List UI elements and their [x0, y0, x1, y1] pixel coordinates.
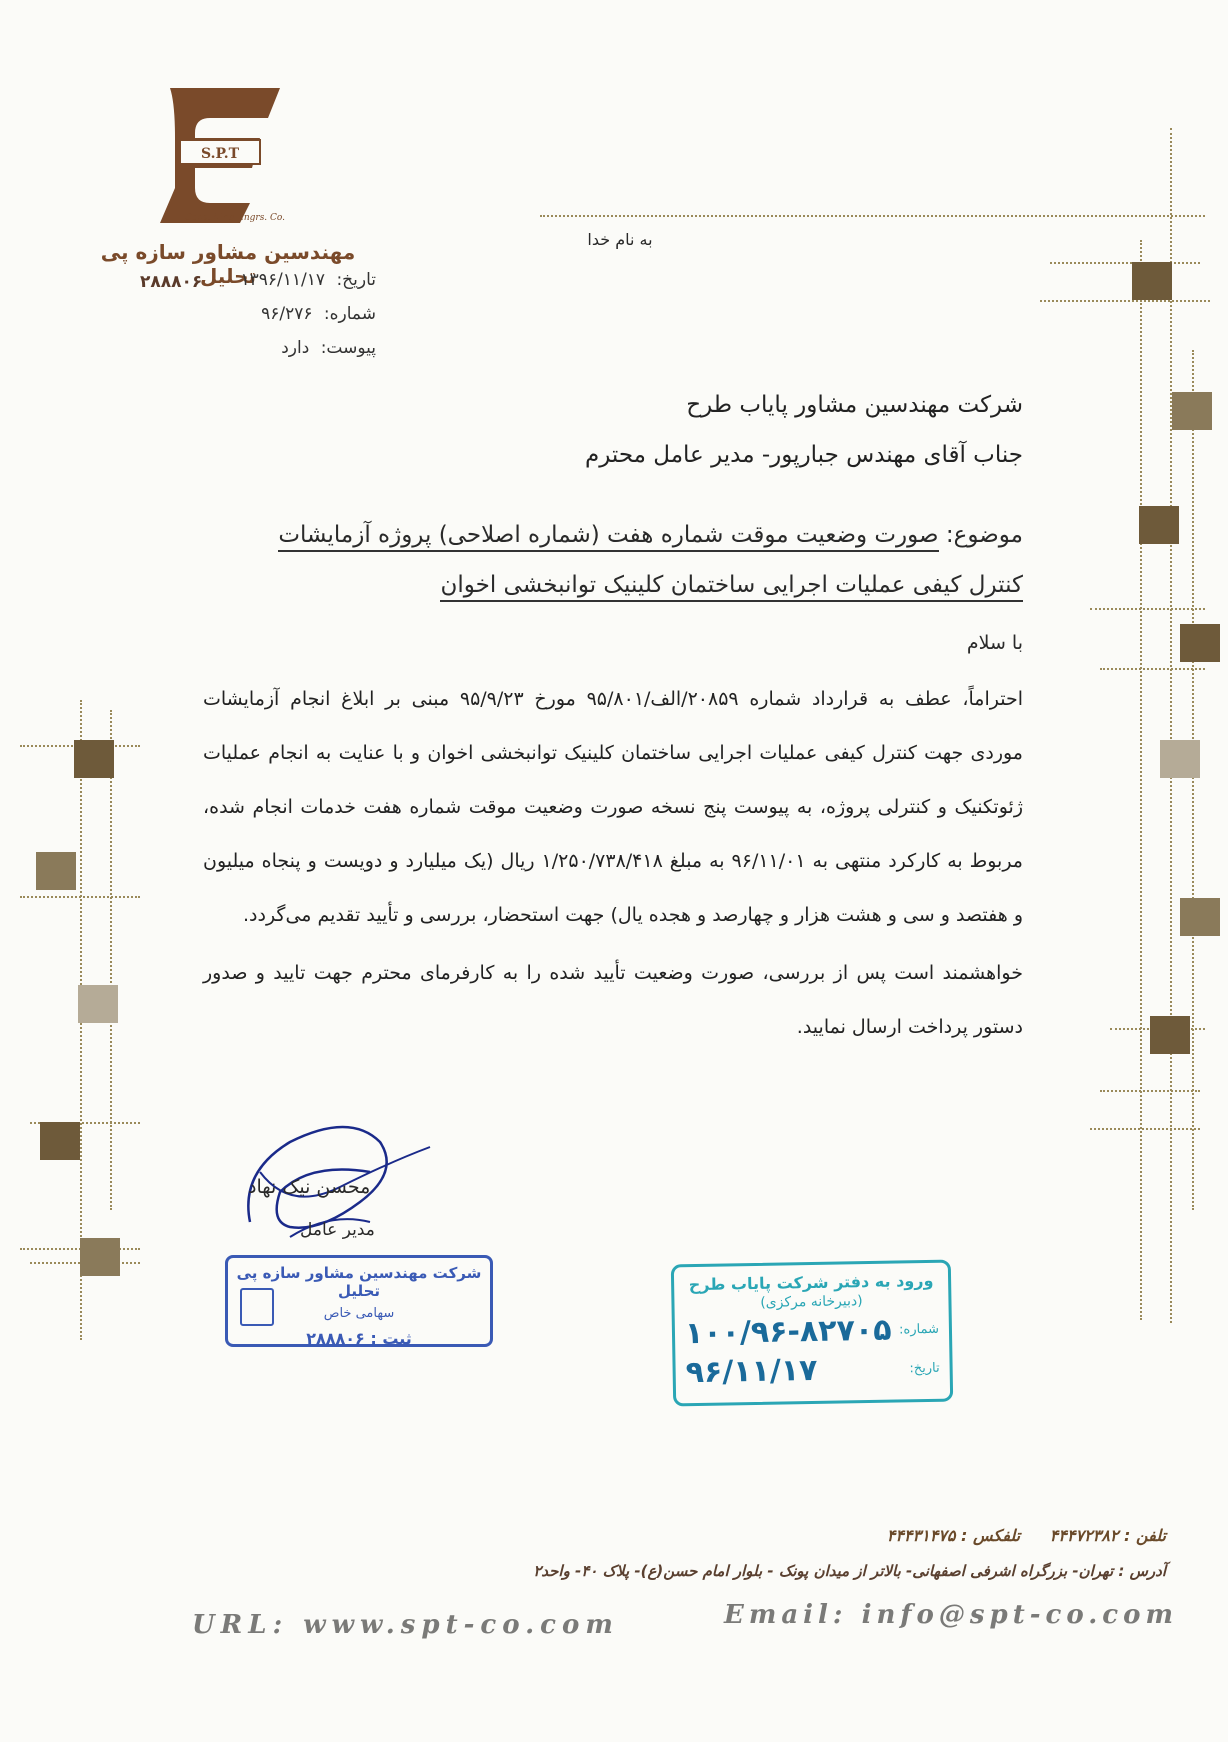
- footer-url: URL: www.spt-co.com: [192, 1610, 619, 1640]
- stamp-registration: ثبت : ۲۸۸۸۰۶: [306, 1329, 412, 1348]
- deco-line: [1100, 668, 1205, 670]
- stamp-company-name: شرکت مهندسین مشاور سازه پی تحلیل: [236, 1264, 482, 1300]
- subject-label: موضوع:: [945, 522, 1023, 548]
- receipt-date-value: ۹۶/۱۱/۱۷: [685, 1352, 818, 1391]
- deco-line: [1100, 1090, 1200, 1092]
- attachment-value: دارد: [281, 338, 310, 358]
- deco-square: [1132, 262, 1172, 300]
- deco-square: [36, 852, 76, 890]
- deco-square: [1180, 624, 1220, 662]
- attachment-label: پیوست:: [320, 338, 376, 358]
- receipt-number-label: شماره:: [898, 1321, 940, 1338]
- deco-line: [1050, 262, 1200, 264]
- subject-text-1: صورت وضعیت موقت شماره هفت (شماره اصلاحی) پروژه آزمایشات: [278, 522, 938, 552]
- footer-contact: [887, 1526, 1166, 1545]
- subject: [223, 510, 1023, 610]
- receipt-date-row: [685, 1351, 940, 1390]
- receipt-date-label: تاریخ:: [909, 1360, 940, 1377]
- date-value: ۱۳۹۶/۱۱/۱۷: [240, 270, 326, 290]
- logo-text: S.P.T: [201, 146, 239, 162]
- bismillah: به نام خدا: [587, 230, 653, 249]
- deco-line: [1090, 608, 1205, 610]
- body-paragraph-1: احتراماً، عطف به قرارداد شماره ۲۰۸۵۹/الف/۹۵/۸۰۱ مورخ ۹۵/۹/۲۳ مبنی بر ابلاغ انجام آزمایشات موردی جهت کنترل کیفی عملیات اجرایی ساختمان کلینیک توانبخشی اخوان و با عنایت به انجام عملیات ژئوتکنیک و کنترلی پروژه، به پیوست پنج نسخه صورت وضعیت موقت شماره هفت خدمات انجام شده، مربوط به کارکرد منتهی به ۹۶/۱۱/۰۱ به مبلغ ۱/۲۵۰/۷۳۸/۴۱۸ ریال (یک میلیارد و دویست و پنجاه میلیون و هفتصد و سی و هشت هزار و چهارصد و هجده یال) جهت استحضار، بررسی و تأیید تقدیم می‌گردد.: [203, 688, 1023, 926]
- deco-square: [40, 1122, 80, 1160]
- deco-square: [1150, 1016, 1190, 1054]
- phone-label: تلفن :: [1124, 1526, 1166, 1545]
- receipt-stamp-title: ورود به دفتر شرکت پایاب طرح: [688, 1270, 934, 1295]
- addressee-person: جناب آقای مهندس جبارپور- مدیر عامل محترم: [584, 442, 1023, 468]
- deco-line: [1090, 1128, 1200, 1130]
- addressee-company: شرکت مهندسین مشاور پایاب طرح: [686, 392, 1023, 418]
- logo-subtitle: Consulting Engrs. Co.: [184, 213, 286, 223]
- deco-line: [1040, 300, 1210, 302]
- number-row: [241, 304, 376, 324]
- stamp-logo-icon: [240, 1288, 274, 1326]
- company-stamp: [225, 1255, 493, 1347]
- deco-square: [80, 1238, 120, 1276]
- deco-line: [110, 710, 112, 1210]
- receipt-stamp-subtitle: (دبیرخانه مرکزی): [760, 1293, 863, 1311]
- deco-square: [1160, 740, 1200, 778]
- spt-logo: [140, 78, 290, 228]
- deco-line: [1192, 350, 1194, 1210]
- deco-line: [20, 896, 140, 898]
- fax-label: تلفکس :: [961, 1526, 1021, 1545]
- fax-value: ۴۴۴۳۱۴۷۵: [886, 1526, 956, 1545]
- date-label: تاریخ:: [336, 270, 376, 290]
- subject-line-2: [223, 560, 1023, 610]
- receipt-number-value: ۱۰۰/۹۶-۸۲۷۰۵: [684, 1312, 892, 1352]
- subject-line-1: [223, 510, 1023, 560]
- footer-address: آدرس : تهران- بزرگراه اشرفی اصفهانی- بالاتر از میدان پونک - بلوار امام حسن(ع)- پلاک ۴۰- واحد۲: [533, 1562, 1166, 1580]
- letter-meta: [241, 270, 376, 372]
- deco-line: [1170, 128, 1172, 1323]
- number-value: ۹۶/۲۷۶: [261, 304, 313, 324]
- deco-square: [1139, 506, 1179, 544]
- deco-line: [1140, 240, 1142, 1320]
- signatory-name: محسن نیک نهاد: [248, 1176, 371, 1198]
- phone-value: ۴۴۴۷۲۳۸۲: [1049, 1526, 1119, 1545]
- number-label: شماره:: [323, 304, 376, 324]
- body-paragraph-2: خواهشمند است پس از بررسی، صورت وضعیت تأیید شده را به کارفرمای محترم جهت تایید و صدور دستور پرداخت ارسال نمایید.: [203, 962, 1023, 1038]
- subject-text-2: کنترل کیفی عملیات اجرایی ساختمان کلینیک توانبخشی اخوان: [440, 572, 1023, 602]
- deco-square: [78, 985, 118, 1023]
- letter-body: [203, 672, 1023, 1058]
- receipt-stamp: [671, 1260, 953, 1407]
- receipt-number-row: [685, 1312, 940, 1351]
- attachment-row: [241, 338, 376, 358]
- deco-square: [74, 740, 114, 778]
- company-name: مهندسین مشاور سازه پی تحلیل: [100, 240, 356, 288]
- deco-square: [1180, 898, 1220, 936]
- signatory-title: مدیر عامل: [300, 1220, 375, 1240]
- date-row: [241, 270, 376, 290]
- deco-line: [540, 215, 1205, 217]
- deco-square: [1172, 392, 1212, 430]
- footer-email: Email: info@spt-co.com: [724, 1600, 1178, 1630]
- greeting: با سلام: [966, 632, 1023, 654]
- stamp-company-type: سهامی خاص: [323, 1306, 395, 1321]
- addressee: [585, 380, 1023, 480]
- overprint-code: ۲۸۸۸۰۶: [140, 272, 203, 292]
